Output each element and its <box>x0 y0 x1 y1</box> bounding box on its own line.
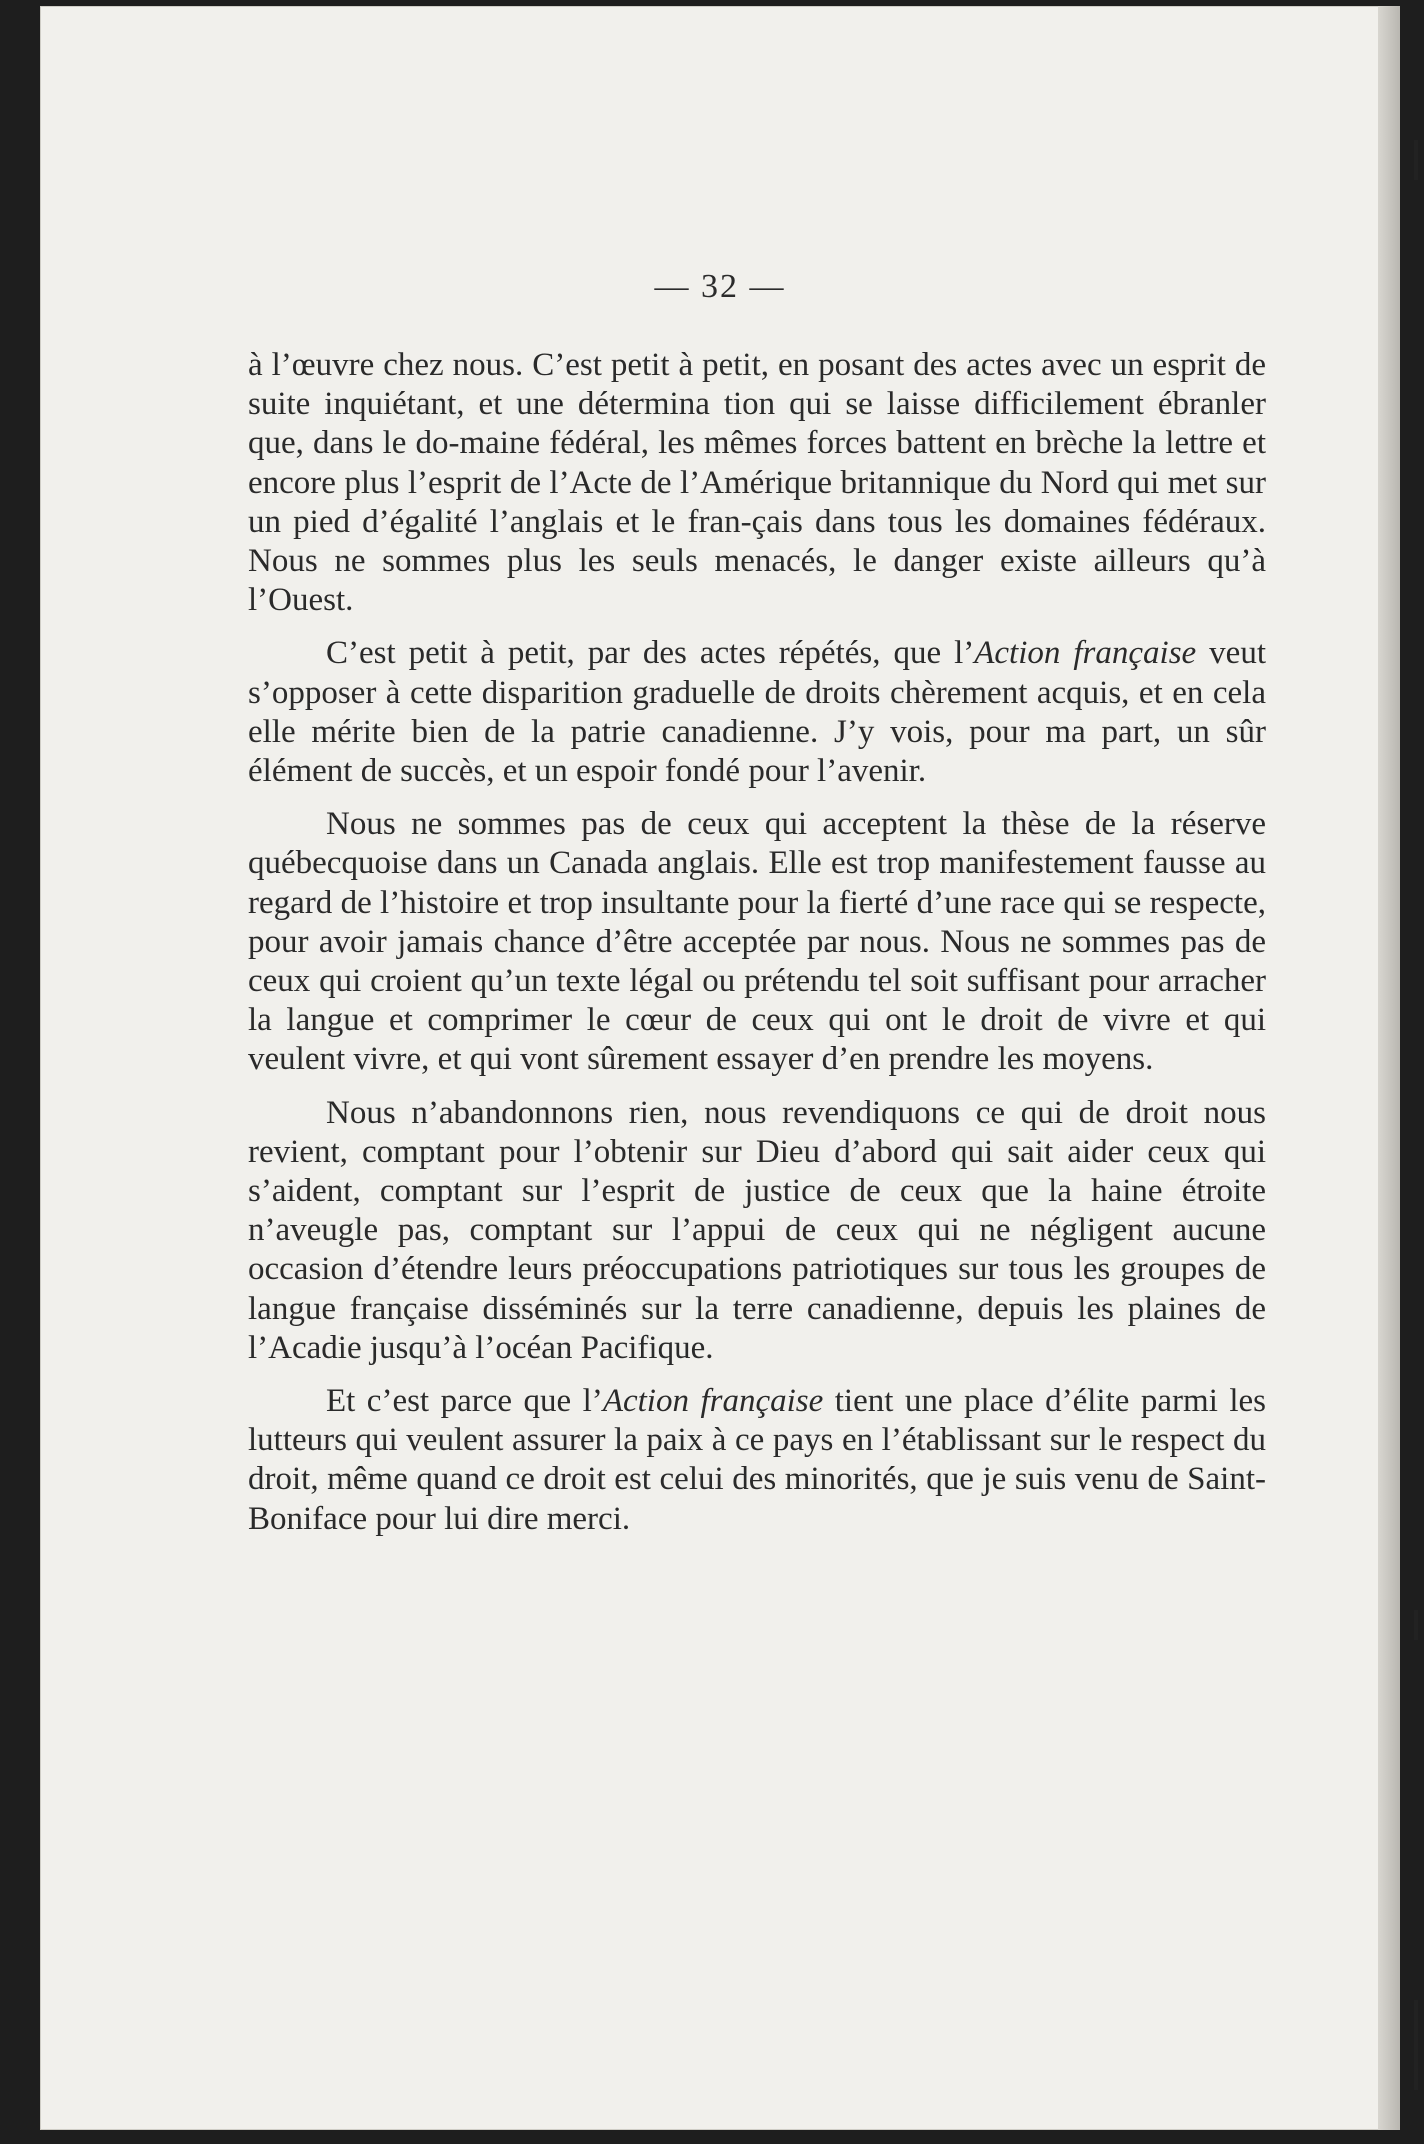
paragraph <box>248 1382 1266 1539</box>
paragraph <box>248 805 1266 1079</box>
binding-mark <box>1414 2000 1418 2090</box>
page-number: — 32 — <box>654 268 786 305</box>
paragraph <box>248 1094 1266 1368</box>
binding-mark <box>1414 1610 1418 1640</box>
page-edge <box>1378 6 1400 2130</box>
italic-title: Action française <box>602 1383 824 1420</box>
paragraph <box>248 634 1266 791</box>
text-run: Nous n’abandonnons rien, nous revendiquons ce qui de droit nous revient, comptant pour l’obtenir sur Dieu d’abord qui sait aider ceux qui s’aident, comptant sur l’esprit de justice de ceux que la haine étroite n’aveugle pas, comptant sur l’appui de ceux qui ne négligent aucune occasion d’étendre leurs préoccupations patriotiques sur tous les groupes de langue française disséminés sur la terre canadienne, depuis les plaines de l’Acadie jusqu’à l’océan Pacifique. <box>248 1094 1266 1366</box>
text-run: à l’œuvre chez nous. C’est petit à petit, en posant des actes avec un esprit de suite inquiétant, et une détermina tion qui se laisse difficilement ébranler que, dans le do-maine fédéral, les mêmes forces battent en brèche la lettre et encore plus l’esprit de l’Acte de l’Amérique britannique du Nord qui met sur un pied d’égalité l’anglais et le fran-çais dans tous les domaines fédéraux. Nous ne sommes plus les seuls menacés, le danger existe ailleurs qu’à l’Ouest. <box>248 347 1266 619</box>
body-text <box>248 346 1266 1553</box>
text-run: tient une place d’élite parmi les lutteurs qui veulent assurer la paix à ce pays en l’établissant sur le respect du droit, même quand ce droit est celui des minorités, que je suis venu de Saint-Boniface pour lui dire merci. <box>248 1383 1267 1537</box>
text-run: veut s’opposer à cette disparition graduelle de droits chèrement acquis, et en cela elle mérite bien de la patrie canadienne. J’y vois, pour ma part, un sûr élément de succès, et un espoir fondé pour l’avenir. <box>248 635 1266 790</box>
binding-mark <box>1414 140 1418 180</box>
italic-title: Action française <box>974 635 1197 672</box>
book-page <box>40 6 1400 2130</box>
text-run: Nous ne sommes pas de ceux qui acceptent la thèse de la réserve québecquoise dans un Canada anglais. Elle est trop manifestement fausse au regard de l’histoire et trop insultante pour la fierté d’une race qui se respecte, pour avoir jamais chance d’être acceptée par nous. Nous ne sommes pas de ceux qui croient qu’un texte légal ou prétendu tel soit suffisant pour arracher la langue et comprimer le cœur de ceux qui ont le droit de vivre et qui veulent vivre, et qui vont sûrement essayer d’en prendre les moyens. <box>248 806 1266 1078</box>
text-run: C’est petit à petit, par des actes répétés, que l’ <box>326 635 975 672</box>
paragraph <box>248 346 1266 620</box>
text-run: Et c’est parce que l’ <box>326 1383 603 1420</box>
